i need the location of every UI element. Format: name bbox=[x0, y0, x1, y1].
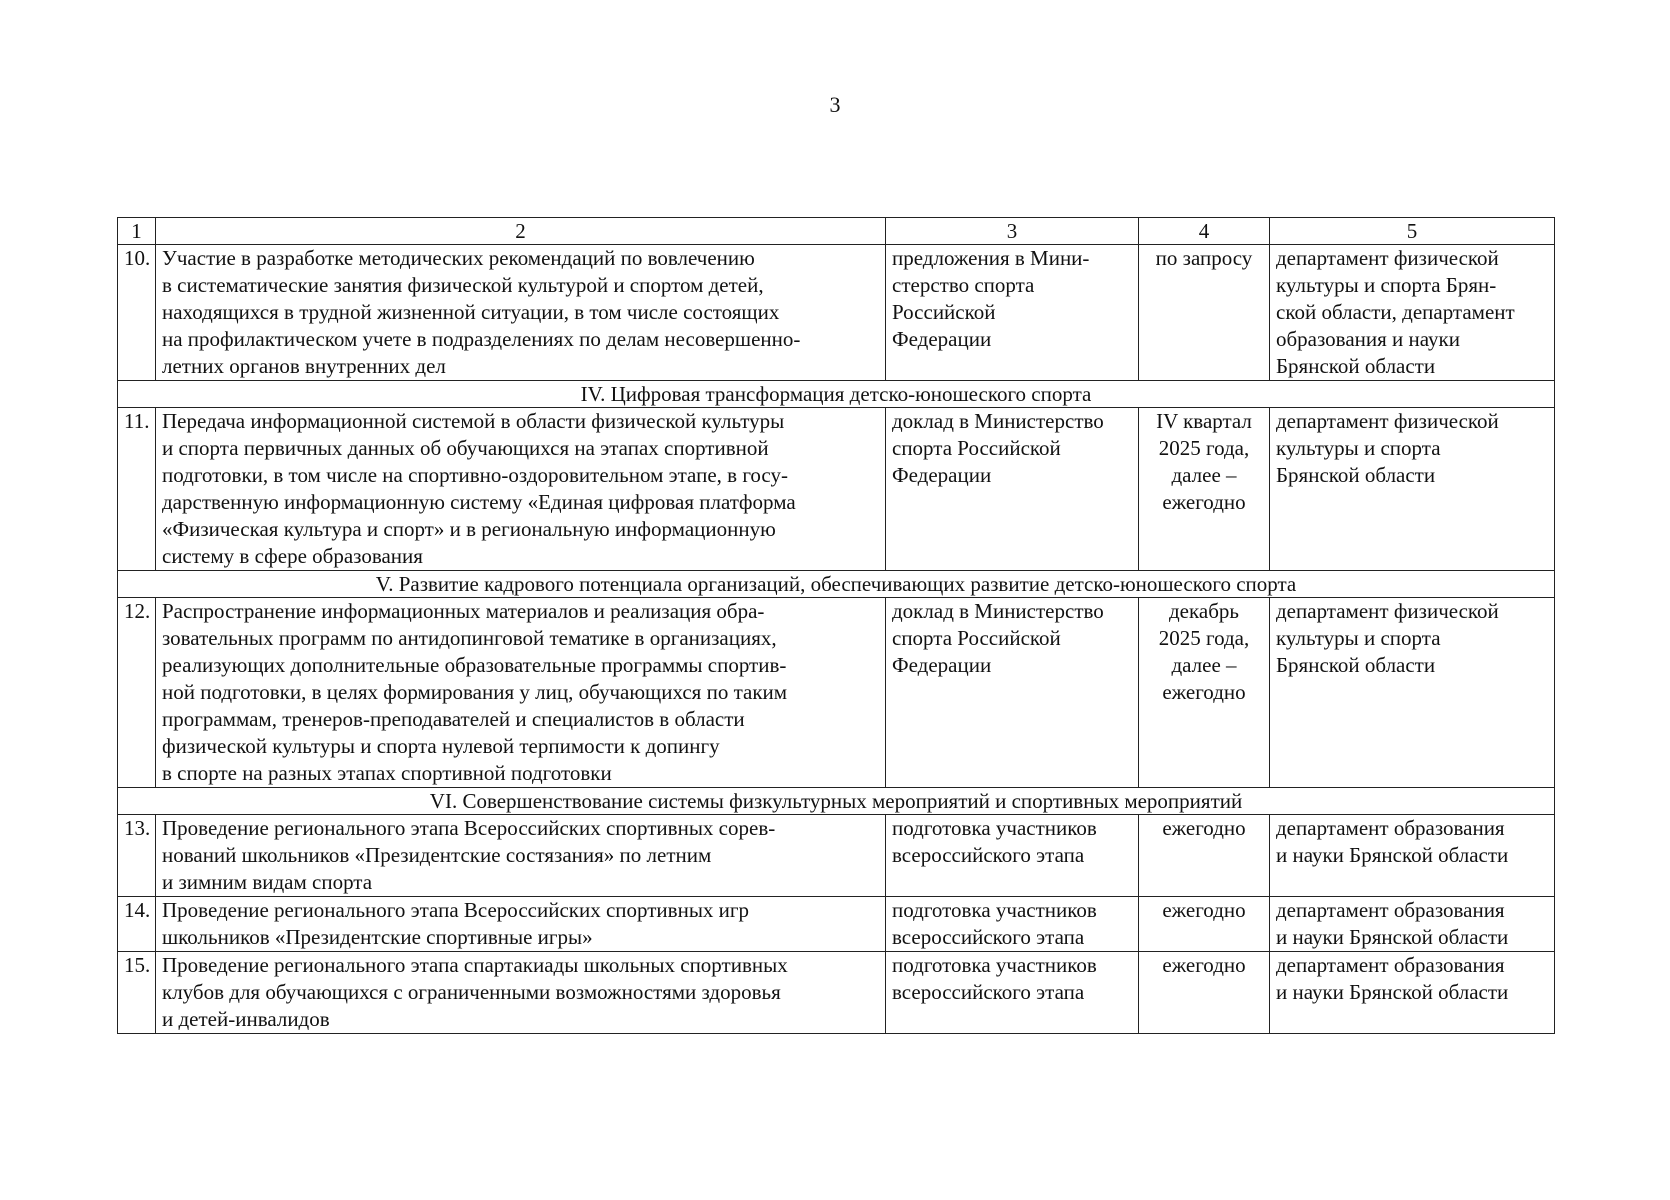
measure-cell-line: систему в сфере образования bbox=[162, 544, 423, 568]
result-cell-line: спорта Российской bbox=[892, 436, 1061, 460]
responsible-cell bbox=[1270, 598, 1555, 788]
measure-cell-line: подготовки, в том числе на спортивно-оздоровительном этапе, в госу- bbox=[162, 463, 788, 487]
section-heading-row bbox=[118, 571, 1555, 598]
table-row bbox=[118, 408, 1555, 571]
responsible-cell-line: образования и науки bbox=[1276, 327, 1460, 351]
table-body bbox=[118, 218, 1555, 1034]
result-cell-line: Российской bbox=[892, 300, 996, 324]
measure-cell-line: Передача информационной системой в области физической культуры bbox=[162, 409, 785, 433]
measure-cell-line: в систематические занятия физической культурой и спортом детей, bbox=[162, 273, 764, 297]
row-number: 15. bbox=[118, 952, 156, 1034]
row-number: 12. bbox=[118, 598, 156, 788]
responsible-cell-line: департамент физической bbox=[1276, 246, 1499, 270]
result-cell-line: Федерации bbox=[892, 463, 992, 487]
measure-cell-line: школьников «Президентские спортивные игры» bbox=[162, 925, 593, 949]
result-cell-line: Федерации bbox=[892, 327, 992, 351]
column-number: 5 bbox=[1270, 218, 1555, 245]
measure-cell-line: Проведение регионального этапа спартакиады школьных спортивных bbox=[162, 953, 788, 977]
responsible-cell-line: и науки Брянской области bbox=[1276, 843, 1509, 867]
deadline-cell-line: 2025 года, bbox=[1158, 436, 1250, 460]
measure-cell-line: ной подготовки, в целях формирования у лиц, обучающихся по таким bbox=[162, 680, 788, 704]
deadline-cell-line: ежегодно bbox=[1162, 898, 1246, 922]
table-row bbox=[118, 815, 1555, 897]
deadline-cell bbox=[1139, 952, 1270, 1034]
result-cell-line: Федерации bbox=[892, 653, 992, 677]
measure-cell bbox=[156, 245, 886, 381]
section-heading: VI. Совершенствование системы физкультурных мероприятий и спортивных мероприятий bbox=[118, 788, 1555, 815]
deadline-cell bbox=[1139, 245, 1270, 381]
deadline-cell-line: ежегодно bbox=[1162, 490, 1246, 514]
deadline-cell bbox=[1139, 897, 1270, 952]
responsible-cell bbox=[1270, 815, 1555, 897]
measure-cell-line: Проведение регионального этапа Всероссийских спортивных сорев- bbox=[162, 816, 776, 840]
responsible-cell bbox=[1270, 245, 1555, 381]
result-cell-line: спорта Российской bbox=[892, 626, 1061, 650]
measure-cell-line: и спорта первичных данных об обучающихся на этапах спортивной bbox=[162, 436, 769, 460]
result-cell-line: доклад в Министерство bbox=[892, 409, 1104, 433]
deadline-cell-line: IV квартал bbox=[1156, 409, 1252, 433]
row-number: 14. bbox=[118, 897, 156, 952]
result-cell bbox=[886, 897, 1139, 952]
measure-cell bbox=[156, 598, 886, 788]
result-cell-line: всероссийского этапа bbox=[892, 925, 1085, 949]
result-cell bbox=[886, 815, 1139, 897]
responsible-cell bbox=[1270, 952, 1555, 1034]
column-number: 2 bbox=[156, 218, 886, 245]
section-heading-row bbox=[118, 381, 1555, 408]
responsible-cell-line: департамент физической bbox=[1276, 599, 1499, 623]
measure-cell-line: в спорте на разных этапах спортивной подготовки bbox=[162, 761, 612, 785]
deadline-cell bbox=[1139, 598, 1270, 788]
table-row bbox=[118, 897, 1555, 952]
measure-cell bbox=[156, 897, 886, 952]
deadline-cell-line: далее – bbox=[1171, 653, 1237, 677]
result-cell-line: всероссийского этапа bbox=[892, 980, 1085, 1004]
measure-cell-line: реализующих дополнительные образовательные программы спортив- bbox=[162, 653, 787, 677]
responsible-cell-line: и науки Брянской области bbox=[1276, 980, 1509, 1004]
section-heading-row bbox=[118, 788, 1555, 815]
result-cell bbox=[886, 245, 1139, 381]
deadline-cell-line: 2025 года, bbox=[1158, 626, 1250, 650]
deadline-cell bbox=[1139, 815, 1270, 897]
measure-cell-line: и детей-инвалидов bbox=[162, 1007, 330, 1031]
measure-cell-line: дарственную информационную систему «Единая цифровая платформа bbox=[162, 490, 796, 514]
row-number: 11. bbox=[118, 408, 156, 571]
measure-cell-line: клубов для обучающихся с ограниченными возможностями здоровья bbox=[162, 980, 781, 1004]
table-row bbox=[118, 598, 1555, 788]
responsible-cell-line: культуры и спорта bbox=[1276, 626, 1441, 650]
result-cell bbox=[886, 598, 1139, 788]
measures-table bbox=[117, 217, 1555, 1034]
result-cell-line: подготовка участников bbox=[892, 816, 1097, 840]
responsible-cell-line: департамент образования bbox=[1276, 898, 1505, 922]
table-row bbox=[118, 245, 1555, 381]
responsible-cell-line: департамент образования bbox=[1276, 816, 1505, 840]
measure-cell-line: и зимним видам спорта bbox=[162, 870, 373, 894]
measure-cell-line: Распространение информационных материалов и реализация обра- bbox=[162, 599, 765, 623]
responsible-cell-line: департамент физической bbox=[1276, 409, 1499, 433]
table-row bbox=[118, 952, 1555, 1034]
result-cell-line: подготовка участников bbox=[892, 898, 1097, 922]
result-cell bbox=[886, 952, 1139, 1034]
measure-cell bbox=[156, 952, 886, 1034]
page-number: 3 bbox=[829, 92, 841, 117]
result-cell bbox=[886, 408, 1139, 571]
column-number: 1 bbox=[118, 218, 156, 245]
column-number: 3 bbox=[886, 218, 1139, 245]
result-cell-line: всероссийского этапа bbox=[892, 843, 1085, 867]
measure-cell-line: Участие в разработке методических рекомендаций по вовлечению bbox=[162, 246, 755, 270]
responsible-cell-line: Брянской области bbox=[1276, 463, 1436, 487]
measure-cell-line: «Физическая культура и спорт» и в региональную информационную bbox=[162, 517, 776, 541]
measure-cell bbox=[156, 815, 886, 897]
row-number: 10. bbox=[118, 245, 156, 381]
measure-cell-line: физической культуры и спорта нулевой терпимости к допингу bbox=[162, 734, 720, 758]
responsible-cell-line: Брянской области bbox=[1276, 354, 1436, 378]
deadline-cell-line: ежегодно bbox=[1162, 680, 1246, 704]
measure-cell-line: Проведение регионального этапа Всероссийских спортивных игр bbox=[162, 898, 750, 922]
result-cell-line: доклад в Министерство bbox=[892, 599, 1104, 623]
column-number-row bbox=[118, 218, 1555, 245]
measure-cell-line: нований школьников «Президентские состязания» по летним bbox=[162, 843, 712, 867]
measure-cell-line: находящихся в трудной жизненной ситуации, в том числе состоящих bbox=[162, 300, 780, 324]
row-number: 13. bbox=[118, 815, 156, 897]
responsible-cell bbox=[1270, 897, 1555, 952]
measure-cell-line: программам, тренеров-преподавателей и специалистов в области bbox=[162, 707, 745, 731]
deadline-cell-line: по запросу bbox=[1155, 246, 1253, 270]
deadline-cell-line: ежегодно bbox=[1162, 816, 1246, 840]
responsible-cell-line: ской области, департамент bbox=[1276, 300, 1515, 324]
responsible-cell-line: культуры и спорта Брян- bbox=[1276, 273, 1497, 297]
deadline-cell-line: декабрь bbox=[1169, 599, 1239, 623]
responsible-cell-line: Брянской области bbox=[1276, 653, 1436, 677]
result-cell-line: подготовка участников bbox=[892, 953, 1097, 977]
measure-cell-line: летних органов внутренних дел bbox=[162, 354, 446, 378]
measure-cell-line: зовательных программ по антидопинговой тематике в организациях, bbox=[162, 626, 777, 650]
result-cell-line: предложения в Мини- bbox=[892, 246, 1090, 270]
responsible-cell bbox=[1270, 408, 1555, 571]
section-heading: V. Развитие кадрового потенциала организаций, обеспечивающих развитие детско-юношеского спорта bbox=[118, 571, 1555, 598]
responsible-cell-line: и науки Брянской области bbox=[1276, 925, 1509, 949]
column-number: 4 bbox=[1139, 218, 1270, 245]
deadline-cell bbox=[1139, 408, 1270, 571]
section-heading: IV. Цифровая трансформация детско-юношеского спорта bbox=[118, 381, 1555, 408]
deadline-cell-line: далее – bbox=[1171, 463, 1237, 487]
measure-cell bbox=[156, 408, 886, 571]
measure-cell-line: на профилактическом учете в подразделениях по делам несовершенно- bbox=[162, 327, 801, 351]
responsible-cell-line: культуры и спорта bbox=[1276, 436, 1441, 460]
responsible-cell-line: департамент образования bbox=[1276, 953, 1505, 977]
result-cell-line: стерство спорта bbox=[892, 273, 1035, 297]
deadline-cell-line: ежегодно bbox=[1162, 953, 1246, 977]
